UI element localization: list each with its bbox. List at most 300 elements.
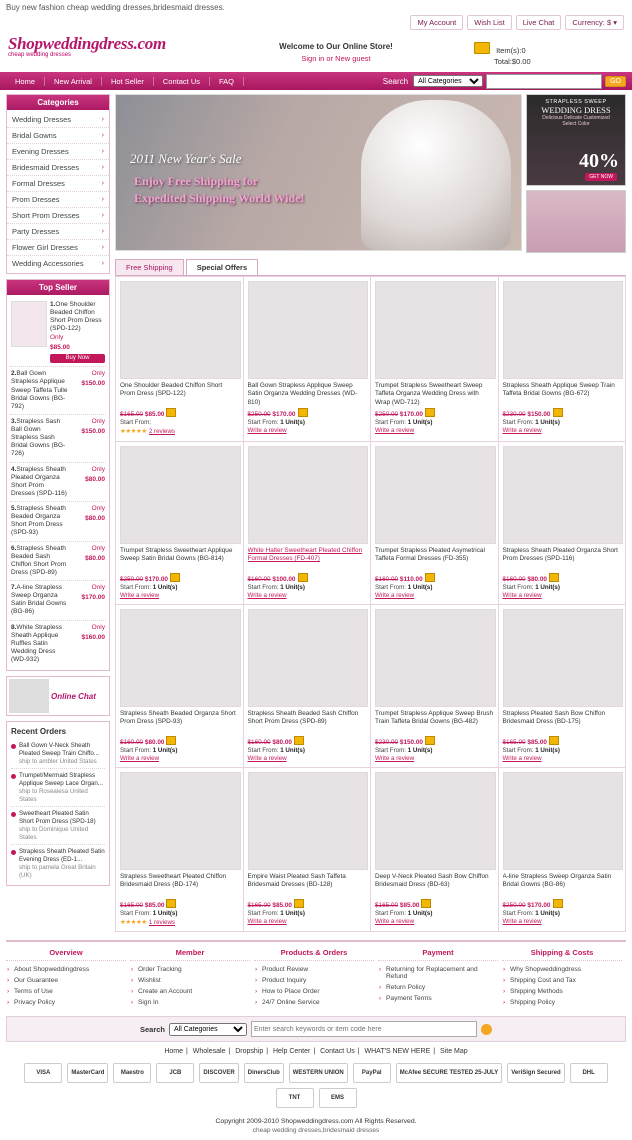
sidebar-item-short-prom-dresses[interactable] [7,208,109,224]
chevron-right-icon: › [101,244,104,251]
sidebar [6,94,110,932]
product-card[interactable] [371,605,499,768]
sidebar-item-prom-dresses[interactable] [7,192,109,208]
footer-link[interactable]: › Wishlist [130,975,250,986]
footer-column-title: Shipping & Costs [502,948,622,961]
site-logo[interactable] [8,34,198,58]
add-to-cart-icon[interactable] [294,736,304,745]
chevron-right-icon: › [101,196,104,203]
main-navigation [0,72,632,90]
footer-link[interactable]: › Order Tracking [130,964,250,975]
add-to-cart-icon[interactable] [298,573,308,582]
footer-link[interactable]: › Privacy Policy [6,997,126,1008]
add-to-cart-icon[interactable] [553,899,563,908]
hero-area [115,94,626,253]
write-review-link[interactable]: Write a review [247,755,287,762]
footer-nav-home[interactable]: Home [164,1048,183,1055]
new-price: $150.00 [527,411,551,418]
nav-item-new-arrival[interactable]: New Arrival [45,77,102,86]
new-price: $170.00 [399,411,423,418]
rating-stars: ★★★★★ [120,919,147,926]
footer-link[interactable]: › Terms of Use [6,986,126,997]
chevron-right-icon: › [101,132,104,139]
product-card[interactable] [499,768,627,932]
product-name: One Shoulder Beaded Chiffon Short Prom Dress (SPD-122) [50,301,102,333]
product-image[interactable] [120,446,241,544]
footer-nav-whats-new[interactable]: WHAT'S NEW HERE [364,1048,431,1055]
logo-tagline: cheap wedding dresses [8,52,72,58]
chevron-right-icon: › [101,148,104,155]
western-union-icon: WESTERN UNION [289,1063,348,1083]
welcome-block [198,34,474,63]
chevron-down-icon: ▾ [613,18,617,27]
footer-link[interactable]: › How to Place Order [254,986,374,997]
side-banner-cta-button[interactable]: GET NOW [585,173,617,181]
footer-link[interactable]: › Create an Account [130,986,250,997]
product-card[interactable] [371,768,499,932]
product-name[interactable]: Strapless Pleated Sash Bow Chiffon Bridesmaid Dress (BD-175) [502,710,606,726]
footer-nav-contact-us[interactable]: Contact Us [320,1048,355,1055]
sidebar-item-flower-girl-dresses[interactable] [7,240,109,256]
new-price: $170.00 [144,576,168,583]
units-value: 1 Unit(s) [407,910,433,917]
product-image[interactable] [503,446,624,544]
category-label: Formal Dresses [12,179,65,188]
nav-item-faq[interactable]: FAQ [210,77,244,86]
start-from-label: Start From: [247,747,279,754]
ems-icon: EMS [319,1088,357,1108]
footer-link[interactable]: › About Shopweddingdress [6,964,126,975]
product-price: $85.00 [50,343,70,351]
write-review-link[interactable]: Write a review [375,755,415,762]
product-name[interactable]: Strapless Sheath Beaded Sash Chiffon Short Prom Dress (SPD-89) [247,710,359,726]
category-label: Party Dresses [12,227,60,236]
cart-total-line [474,57,624,66]
search-icon[interactable] [481,1024,492,1035]
promo-banner[interactable] [115,94,522,251]
mastercard-icon: MasterCard [67,1063,108,1083]
footer-link[interactable]: › Our Guarantee [6,975,126,986]
product-card[interactable] [499,442,627,605]
add-to-cart-icon[interactable] [549,573,559,582]
product-card[interactable] [244,768,372,932]
product-image[interactable] [503,772,624,870]
footer-link[interactable]: › Shipping Policy [502,997,622,1008]
chevron-right-icon: › [101,116,104,123]
side-banner-sub: Delicious Delicate Customized [542,115,610,121]
product-image[interactable] [120,609,241,707]
search-input[interactable] [486,74,602,89]
old-price: $165.00 [120,411,144,418]
chevron-right-icon: › [101,228,104,235]
product-name: Strapless Sheath Beaded Organza Short Prom Dress (SPD-93) [11,505,66,537]
side-banner-secondary[interactable] [526,190,626,253]
old-price: $160.00 [120,739,144,746]
new-price: $110.00 [399,576,423,583]
units-value: 1 Unit(s) [407,747,433,754]
list-item[interactable] [10,542,106,582]
new-price: $85.00 [144,902,165,909]
product-card[interactable] [116,605,244,768]
bullet-icon [11,812,16,817]
list-item[interactable] [10,415,106,463]
list-item[interactable] [10,298,106,367]
write-review-link[interactable]: Write a review [120,592,160,599]
top-seller-panel [6,279,110,671]
order-name: Ball Gown V-Neck Sheath Pleated Sweep Train Chiffo... [19,742,100,757]
banner-subtext-line2: Expedited Shipping World Wide! [134,191,305,206]
product-image[interactable] [120,772,241,870]
product-card[interactable] [116,277,244,442]
product-name: Strapless Sheath Pleated Organza Short Prom Dresses (SPD-116) [11,465,67,497]
product-name: Strapless Sash Ball Gown Strapless Sash Bridal Gowns (BG-726) [11,417,66,458]
maestro-icon: Maestro [113,1063,151,1083]
product-image[interactable] [375,446,496,544]
nav-item-home[interactable]: Home [6,77,45,86]
footer-nav-help-center[interactable]: Help Center [273,1048,311,1055]
category-label: Bridesmaid Dresses [12,163,80,172]
product-card[interactable] [371,277,499,442]
sidebar-item-bridal-gowns[interactable] [7,128,109,144]
side-banners [526,94,626,253]
new-price: $150.00 [399,739,423,746]
search-go-button[interactable]: GO [605,76,626,87]
sidebar-item-wedding-dresses[interactable] [7,112,109,128]
footer-link[interactable]: › 24/7 Online Service [254,997,374,1008]
product-image[interactable] [375,609,496,707]
product-image[interactable] [248,446,369,544]
product-card[interactable] [244,442,372,605]
new-price: $85.00 [399,902,420,909]
rating-stars: ★★★★★ [120,428,147,435]
footer-link[interactable]: › Payment Terms [378,993,498,1004]
write-review-link[interactable]: Write a review [375,427,415,434]
rank: 3. [11,417,17,425]
footer-search-label: Search [139,1024,166,1034]
product-price: $80.00 [85,475,105,483]
main-content [115,94,626,932]
start-from-label: Start From: [502,584,534,591]
only-label: Only [91,584,105,591]
product-name[interactable]: A-line Strapless Sweep Organza Satin Bridal Gowns (BG-86) [502,873,612,889]
start-from-label: Start From: [375,419,406,426]
product-name[interactable]: Strapless Sheath Beaded Organza Short Prom Dress (SPD-93) [120,710,236,726]
footer-search-input[interactable] [251,1021,477,1037]
start-from-label: Start From: [502,747,534,754]
product-name: Strapless Sheath Beaded Sash Chiffon Short Prom Dress (SPD-89) [11,544,67,576]
write-review-link[interactable]: Write a review [502,918,542,925]
start-from-label: Start From: [120,419,151,426]
only-label: Only [91,544,105,552]
visa-icon: VISA [24,1063,62,1083]
old-price: $250.00 [502,902,526,909]
units-value: 1 Unit(s) [280,419,305,426]
old-price: $165.00 [247,902,271,909]
order-ship-info: ship to Dominique United States [19,825,89,841]
old-price: $165.00 [502,739,526,746]
footer-link[interactable]: › Sign In [130,997,250,1008]
product-image[interactable] [375,281,496,379]
product-name[interactable]: One Shoulder Beaded Chiffon Short Prom Dress (SPD-122) [120,382,223,398]
dhl-icon: DHL [570,1063,608,1083]
list-item[interactable] [11,845,105,882]
product-name[interactable]: Strapless Sweetheart Pleated Chiffon Bridesmaid Dress (BD-174) [120,873,227,889]
list-item[interactable] [10,621,106,668]
footer-link[interactable]: › Return Policy [378,982,498,993]
cart-items-line [474,42,624,55]
order-ship-info: ship to pamela Great Britain (UK) [19,863,96,879]
start-from-label: Start From: [502,419,534,426]
product-image[interactable] [503,281,624,379]
cart-summary[interactable] [474,34,624,68]
side-banner-eyebrow: STRAPLESS SWEEP [545,99,607,105]
rank: 6. [11,544,17,552]
write-review-link[interactable]: Write a review [375,918,415,925]
footer-search [6,1016,626,1042]
product-name[interactable]: Trumpet Strapless Pleated Asymetrical Taffeta Formal Dresses (FD-355) [375,547,485,563]
product-name[interactable]: Trumpet Strapless Applique Sweep Brush Train Taffeta Bridal Gowns (BG-482) [375,710,494,726]
product-image[interactable] [248,281,369,379]
product-name: A-line Strapless Sweep Organza Satin Bridal Gowns (BG-86) [11,584,67,616]
footer-column-payment [378,948,502,1008]
start-from-label: Start From: [375,910,406,917]
sidebar-item-evening-dresses[interactable] [7,144,109,160]
add-to-cart-icon[interactable] [425,736,435,745]
write-review-link[interactable]: Write a review [502,592,542,599]
order-name: Trumpet/Mermaid Strapless Applique Sweep Lace Organ... [19,772,103,788]
start-from-label: Start From: [120,584,151,591]
footer-nav-site-map[interactable]: Site Map [440,1048,468,1055]
footer-column-member [130,948,254,1008]
page-body [0,90,632,932]
sidebar-item-wedding-accessories[interactable] [7,256,109,271]
categories-panel [6,94,110,274]
add-to-cart-icon[interactable] [170,573,180,582]
old-price: $160.00 [375,576,399,583]
search-label: Search [382,76,409,86]
top-note: Buy new fashion cheap wedding dresses,bridesmaid dresses. [6,3,225,12]
categories-list [7,110,109,273]
order-name: Sweetheart Pleated Satin Short Prom Dress (SPD-18) [19,810,96,826]
write-review-link[interactable]: Write a review [502,427,542,434]
side-banner-sub2: Select Color [562,121,590,127]
rank: 8. [11,623,17,631]
rank: 5. [11,505,17,512]
product-image[interactable] [120,281,241,379]
add-to-cart-icon[interactable] [549,736,559,745]
footer-nav-links: Home | Wholesale | Dropship | Help Center | Contact Us | WHAT'S NEW HERE | Site Map [164,1048,468,1055]
sidebar-item-formal-dresses[interactable] [7,176,109,192]
write-review-link[interactable]: Write a review [247,592,287,599]
footer-search-category-select[interactable] [169,1023,247,1036]
new-price: $170.00 [272,411,296,418]
units-value: 1 Unit(s) [152,747,178,754]
sidebar-item-bridesmaid-dresses[interactable] [7,160,109,176]
list-item[interactable] [11,807,105,845]
order-ship-info: ship to Roseaiesa United States [19,787,88,803]
product-image[interactable] [248,772,369,870]
product-card[interactable] [244,605,372,768]
category-label: Bridal Gowns [12,131,57,140]
reviews-link[interactable]: 1 reviews [148,919,176,926]
tab-free-shipping[interactable]: Free Shipping [115,259,184,275]
order-name: Strapless Sheath Pleated Satin Evening Dress (ED-1... [19,848,105,864]
product-name[interactable]: Deep V-Neck Pleated Sash Bow Chiffon Bridesmaid Dress (BD-63) [375,873,489,889]
cart-icon [474,42,490,54]
footer-link[interactable]: › Why Shopweddingdress [502,964,622,975]
recent-orders-title: Recent Orders [11,727,67,737]
old-price: $250.00 [375,411,399,418]
search-category-select[interactable] [413,75,483,87]
bottom-keywords: cheap wedding dresses,bridesmaid dresses [252,1127,380,1134]
signin-link[interactable]: Sign in or New guest [301,54,371,63]
product-card[interactable] [116,768,244,932]
product-card[interactable] [499,277,627,442]
category-label: Evening Dresses [12,147,69,156]
footer-link[interactable]: › Product Review [254,964,374,975]
footer-link[interactable]: › Product Inquiry [254,975,374,986]
header-search [383,74,626,89]
wish-list-link[interactable]: Wish List [467,15,511,30]
units-value: 1 Unit(s) [152,584,178,591]
start-from-label: Start From: [375,584,406,591]
product-name[interactable]: Strapless Sheath Pleated Organza Short Prom Dresses (SPD-116) [502,547,618,563]
nav-item-hot-seller[interactable]: Hot Seller [102,77,154,86]
paypal-icon: PayPal [353,1063,391,1083]
verisign-secured-icon[interactable]: VeriSign Secured [507,1063,564,1083]
payment-and-security-badges [0,1059,632,1112]
add-to-cart-icon[interactable] [166,736,176,745]
live-chat-link[interactable]: Live Chat [516,15,562,30]
discover-icon: DISCOVER [199,1063,238,1083]
product-image[interactable] [248,609,369,707]
order-ship-info: ship to ambler United States [19,757,97,765]
product-card[interactable] [244,277,372,442]
product-name[interactable]: Trumpet Strapless Sweetheart Applique Sweep Satin Bridal Gowns (BG-814) [120,547,233,563]
only-label: Only [91,417,105,425]
new-price: $85.00 [144,411,165,418]
add-to-cart-icon[interactable] [294,899,304,908]
footer-column-title: Payment [378,948,498,961]
chevron-right-icon: › [101,164,104,171]
old-price: $230.00 [502,411,526,418]
product-price: $170.00 [81,594,105,602]
add-to-cart-icon[interactable] [166,899,176,908]
add-to-cart-icon[interactable] [425,573,435,582]
diners-club-icon: DinersClub [244,1063,284,1083]
top-utility-bar [0,13,632,32]
old-price: $160.00 [247,576,271,583]
product-price: $80.00 [85,554,105,562]
product-name[interactable]: Empire Waist Pleated Sash Taffeta Bridesmaid Dresses (BD-128) [247,873,346,889]
bullet-icon [11,774,16,779]
only-label: Only [91,505,105,512]
footer-column-products-orders [254,948,378,1008]
footer-nav-wholesale[interactable]: Wholesale [192,1048,226,1055]
tnt-icon: TNT [276,1088,314,1108]
start-from-label: Start From: [120,910,151,917]
mcafee-secure-icon[interactable]: McAfee SECURE TESTED 25-JULY [396,1063,502,1083]
nav-item-contact-us[interactable]: Contact Us [154,77,210,86]
write-review-link[interactable]: Write a review [120,755,160,762]
write-review-link[interactable]: Write a review [247,427,287,434]
online-chat-banner[interactable] [6,676,110,716]
add-to-cart-icon[interactable] [553,408,563,417]
side-banner-discount[interactable] [526,94,626,186]
bullet-icon [11,744,16,749]
add-to-cart-icon[interactable] [425,408,435,417]
write-review-link[interactable]: Write a review [247,918,287,925]
logo-text: Shopweddingdress.com [8,34,166,53]
add-to-cart-icon[interactable] [166,408,176,417]
footer-link[interactable]: › Shipping Cost and Tax [502,975,622,986]
new-price: $80.00 [527,576,547,583]
category-label: Wedding Dresses [12,115,72,124]
category-label: Prom Dresses [12,195,60,204]
product-card[interactable] [371,442,499,605]
copyright-text: Copyright 2009-2010 Shopweddingdress.com All Rights Reserved. [215,1118,417,1125]
list-item[interactable] [11,769,105,807]
banner-subtext-line1: Enjoy Free Shipping for [134,174,259,188]
list-item[interactable] [10,367,106,415]
start-from-label: Start From: [120,747,151,754]
banner-headline: 2011 New Year's Sale [130,151,242,166]
only-label: Only [50,333,64,341]
units-value: 1 Unit(s) [535,747,560,754]
product-image[interactable] [375,772,496,870]
units-value: 1 Unit(s) [535,419,560,426]
add-to-cart-icon[interactable] [298,408,308,417]
my-account-link[interactable]: My Account [410,15,463,30]
start-from-label: Start From: [247,419,279,426]
list-item[interactable] [10,581,106,621]
currency-selector[interactable] [565,15,624,30]
product-grid [115,276,626,932]
tab-special-offers[interactable]: Special Offers [186,259,258,275]
product-name[interactable]: Strapless Sheath Applique Sweep Train Taffeta Bridal Gowns (BG-672) [502,382,615,398]
footer-column-title: Overview [6,948,126,961]
product-name[interactable]: Trumpet Strapless Sweetheart Sweep Taffeta Organza Wedding Dress with Wrap (WD-712) [375,382,483,406]
write-review-link[interactable]: Write a review [502,755,542,762]
product-name[interactable] [248,547,367,571]
write-review-link[interactable]: Write a review [375,592,415,599]
footer-link[interactable]: › Returning for Replacement and Refund [378,964,498,982]
recent-orders-panel [6,721,110,886]
sidebar-item-party-dresses[interactable] [7,224,109,240]
footer-links [6,940,626,1008]
online-chat-label: Online Chat [51,691,96,701]
product-price: $150.00 [81,380,105,388]
operator-photo [9,679,49,713]
list-item[interactable] [10,463,106,503]
reviews-link[interactable]: 2 reviews [148,428,176,435]
product-card[interactable] [499,605,627,768]
footer-nav-dropship[interactable]: Dropship [235,1048,264,1055]
product-name[interactable]: Ball Gown Strapless Applique Sweep Satin Organza Wedding Dresses (WD-810) [247,382,358,406]
list-item[interactable] [10,502,106,542]
start-from-label: Start From: [502,910,534,917]
product-image[interactable] [503,609,624,707]
add-to-cart-icon[interactable] [421,899,431,908]
list-item[interactable] [11,739,105,769]
buy-now-button[interactable]: Buy Now [50,354,105,364]
product-card[interactable] [116,442,244,605]
old-price: $165.00 [120,902,144,909]
only-label: Only [91,370,105,378]
product-name: White Strapless Sheath Applique Ruffles Satin Wedding Dress (WD-932) [11,623,62,663]
units-value: 1 Unit(s) [407,419,433,426]
footer-link[interactable]: › Shipping Methods [502,986,622,997]
